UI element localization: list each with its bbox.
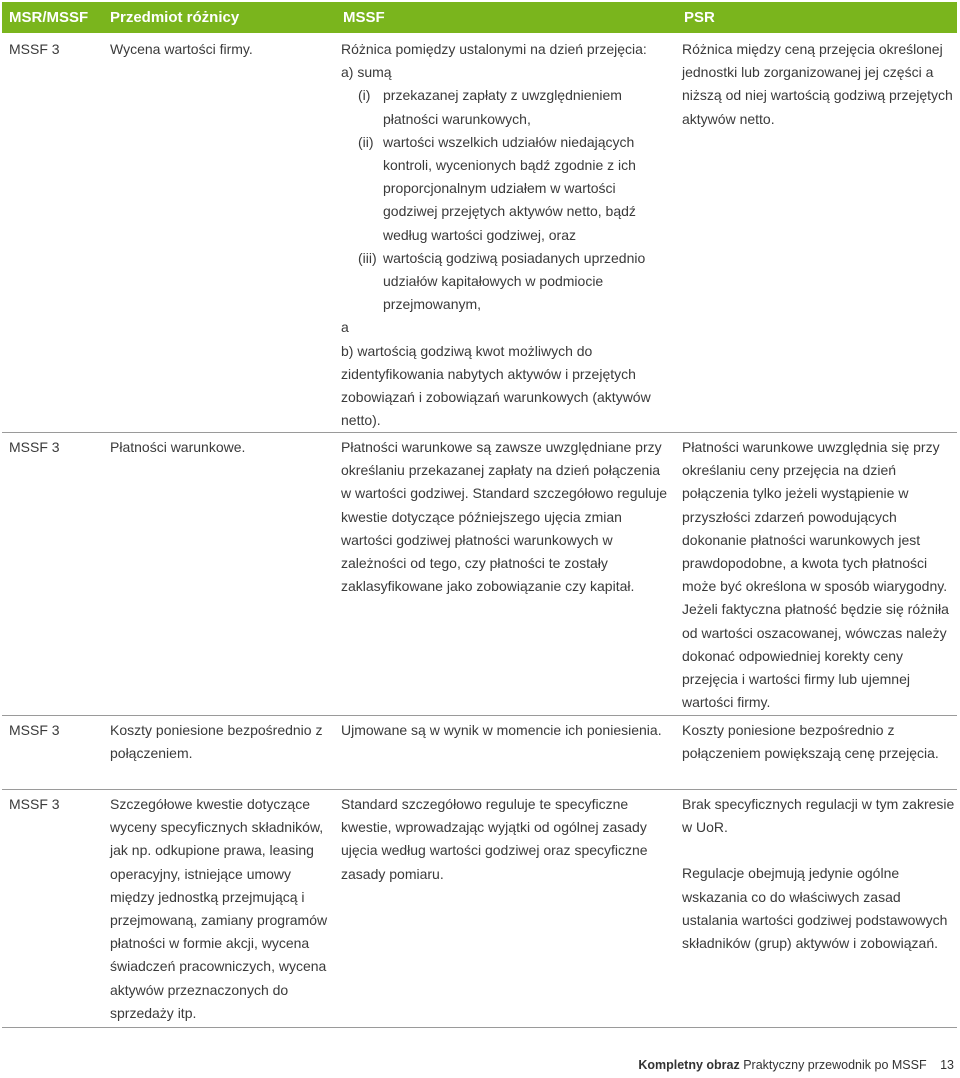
- row-standard: MSSF 3: [9, 439, 60, 455]
- table-header: [2, 2, 957, 33]
- row-mssf: Standard szczegółowo reguluje te specyficzne kwestie, wprowadzając wyjątki od ogólnej zasady ujęcia według wartości godziwej oraz specyficzne zasady pomiaru.: [341, 796, 648, 882]
- header-psr: PSR: [684, 9, 715, 26]
- row-divider: [2, 789, 957, 790]
- footer-title: Praktyczny przewodnik po MSSF: [743, 1058, 927, 1072]
- row-subject: Szczegółowe kwestie dotyczące wyceny specyficznych składników, jak np. odkupione prawa, leasing operacyjny, istniejące umowy między jednostką przejmującą i przejmowaną, zamiany programów płatności w formie akcji, wycena świadczeń pracowniczych, wycena aktywów przeznaczonych do sprzedaży itp.: [110, 796, 328, 1021]
- psr-paragraph-1: Brak specyficznych regulacji w tym zakresie w UoR.: [682, 796, 955, 836]
- footer-brand: Kompletny obraz: [638, 1058, 740, 1072]
- row-divider: [2, 715, 957, 716]
- row-psr: Różnica między ceną przejęcia określonej jednostki lub zorganizowanej jej części a niższą od niej wartością godziwą przejętych aktywów netto.: [682, 41, 953, 127]
- mssf-conjunction: a: [341, 319, 349, 336]
- header-mssf: MSSF: [343, 9, 385, 26]
- row-subject: Wycena wartości firmy.: [110, 41, 253, 57]
- row-psr: Płatności warunkowe uwzględnia się przy określaniu ceny przejęcia na dzień połączenia tylko jeżeli wystąpienie w przyszłości zdarzeń powodujących dokonanie płatności warunkowych jest prawdopodobne, a kwota tych płatności może być określona w sposób wiarygodny. Jeżeli faktyczna płatność będzie się różniła od wartości oszacowanej, wówczas należy dokonać odpowiedniej korekty ceny przejęcia i wartości firmy lub ujemnej wartości firmy.: [682, 439, 949, 711]
- mssf-b-text: b) wartością godziwą kwot możliwych do zidentyfikowania nabytych aktywów i przejętych zobowiązań i zobowiązań warunkowych (aktywów netto).: [341, 342, 651, 429]
- row-mssf: Płatności warunkowe są zawsze uwzględniane przy określaniu przekazanej zapłaty na dzień połączenia w wartości godziwej. Standard szczegółowo reguluje kwestie dotyczące późniejszego ujęcia zmian wartości godziwej płatności warunkowych w zależności od tego, czy płatności te zostały zaklasyfikowane jako zobowiązanie czy kapitał.: [341, 439, 668, 595]
- row-standard: MSSF 3: [9, 796, 60, 812]
- row-standard: MSSF 3: [9, 722, 60, 738]
- mssf-intro: Różnica pomiędzy ustalonymi na dzień przejęcia:: [341, 41, 647, 57]
- psr-paragraph-2: Regulacje obejmują jedynie ogólne wskazania co do właściwych zasad ustalania wartości godziwej podstawowych składników (grup) aktywów i zobowiązań.: [682, 865, 948, 952]
- row-mssf: Ujmowane są w wynik w momencie ich poniesienia.: [341, 722, 662, 738]
- row-psr: Koszty poniesione bezpośrednio z połączeniem powiększają cenę przejęcia.: [682, 722, 939, 762]
- mssf-item-ii: (ii) wartości wszelkich udziałów niedających kontroli, wycenionych bądź zgodnie z ich proporcjonalnym udziałem w wartości godziwej przejętych aktywów netto, bądź według wartości godziwej, oraz: [358, 133, 636, 243]
- page-footer: [638, 1058, 954, 1072]
- mssf-item-i: (i) przekazanej zapłaty z uwzględnieniem płatności warunkowych,: [358, 87, 622, 127]
- mssf-a-label: a) sumą: [341, 64, 392, 81]
- row-standard: MSSF 3: [9, 41, 60, 57]
- row-subject: Płatności warunkowe.: [110, 439, 246, 455]
- table-bottom-rule: [2, 1027, 957, 1028]
- row-psr: [682, 793, 957, 955]
- header-msr-mssf: MSR/MSSF: [9, 9, 89, 26]
- row-divider: [2, 432, 957, 433]
- page-number: 13: [940, 1058, 954, 1072]
- row-subject: Koszty poniesione bezpośrednio z połączeniem.: [110, 722, 323, 762]
- header-subject: Przedmiot różnicy: [110, 9, 240, 26]
- row-mssf: [341, 38, 671, 432]
- mssf-item-iii: (iii) wartością godziwą posiadanych uprzednio udziałów kapitałowych w podmiocie przejmowanym,: [358, 249, 646, 313]
